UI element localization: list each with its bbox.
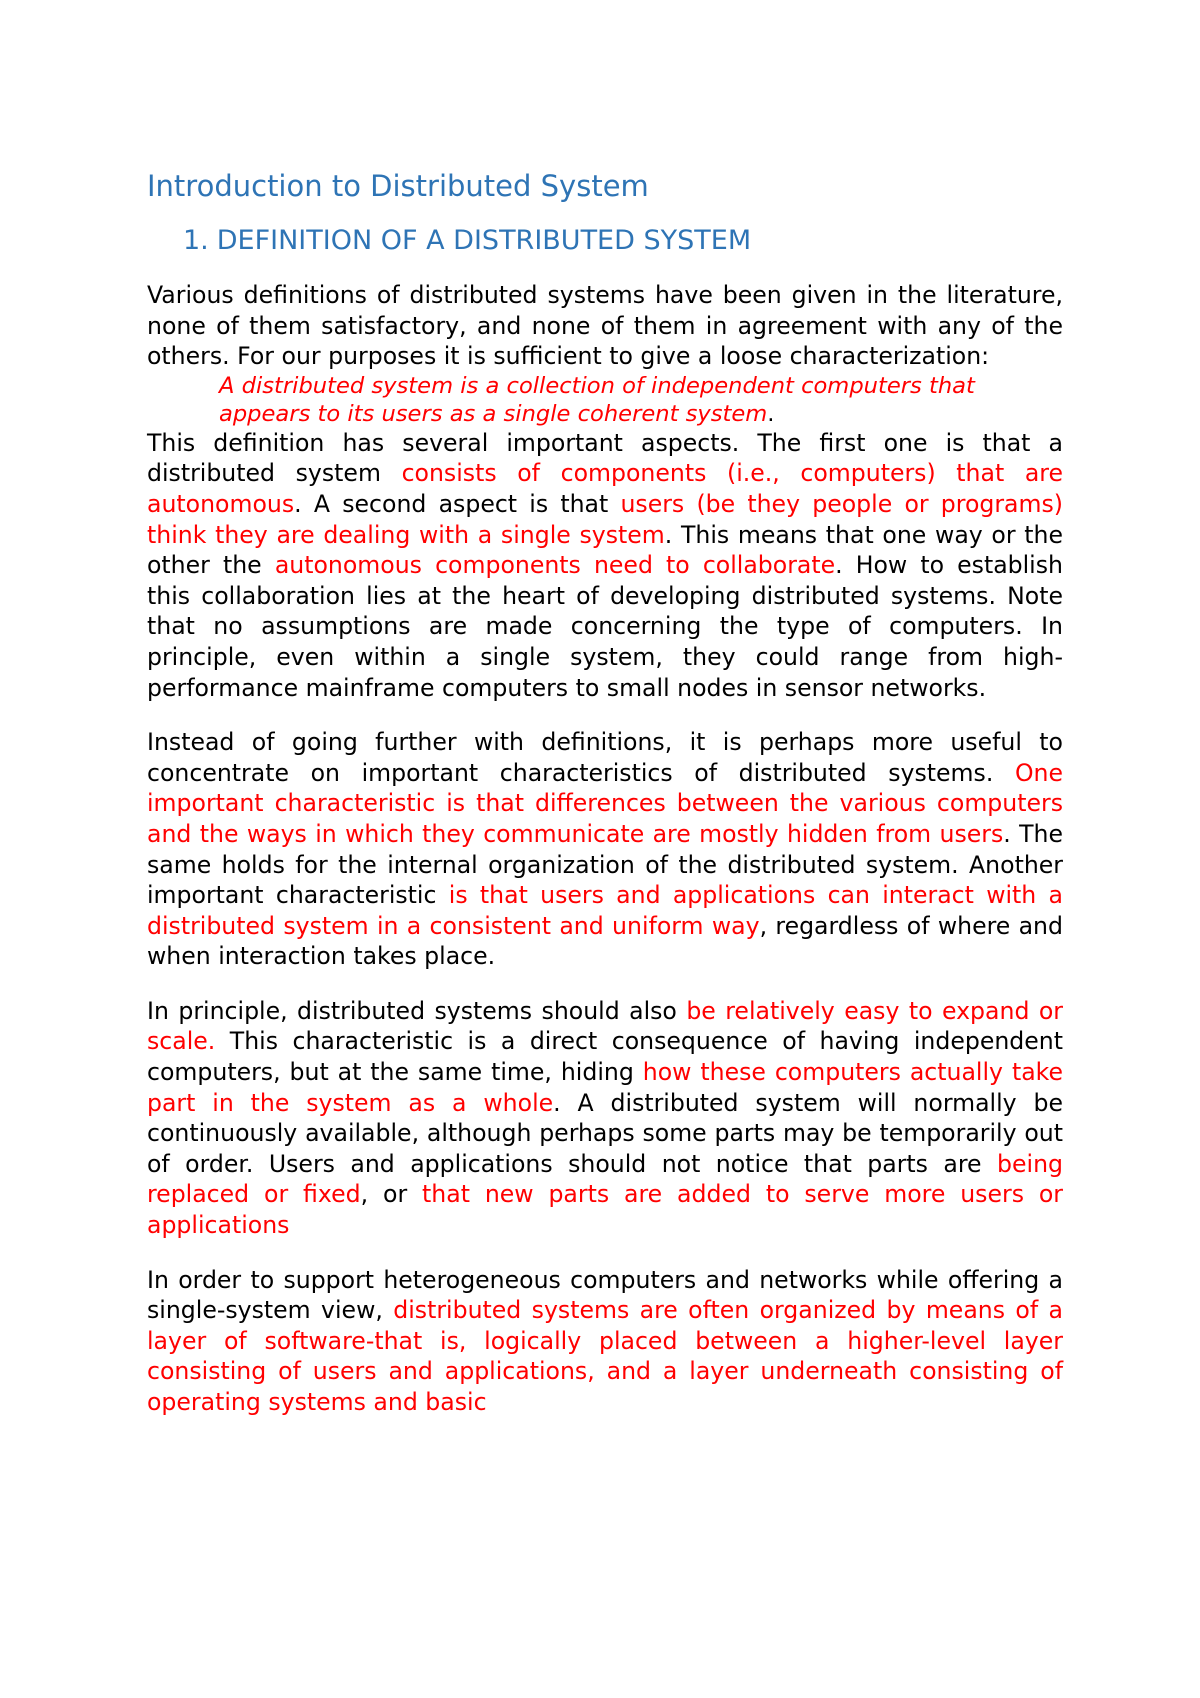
text-span: , or	[360, 1180, 423, 1209]
intro-text: Various definitions of distributed systems have been given in the literature, none of them satisfactory, and none of them in agreement with any of the others. For our purposes it is sufficient to give a loose characterization:	[147, 281, 1063, 371]
paragraph-characteristics	[147, 727, 1063, 972]
highlight-span: distributed systems are often organized by means of a layer of software-that is, logically placed between a higher-level layer consisting of users and applications, and a layer underneath consisting of operating systems and basic	[147, 1296, 1063, 1416]
text-span: . This means that one way or the other the	[147, 520, 1063, 580]
highlight-span: users (be they people or programs) think they are dealing with a single system	[147, 489, 1063, 549]
paragraph-scalability	[147, 996, 1063, 1241]
text-span: , regardless of where and when interaction takes place.	[147, 911, 1063, 971]
text-span: This characteristic is a direct consequence of having independent computers, but at the same time, hiding	[147, 1027, 1063, 1087]
section-title: DEFINITION OF A DISTRIBUTED SYSTEM	[216, 225, 752, 256]
section-number: 1.	[183, 225, 209, 256]
highlight-span: One important characteristic is that differences between the various computers and the ways in which they communicate are mostly hidden from users	[147, 758, 1063, 848]
definition-quote	[219, 372, 1063, 428]
text-span: . How to establish this collaboration lies at the heart of developing distributed systems. Note that no assumptions are made concerning the type of computers. In principle, even within a single system, they could range from high-performance mainframe computers to small nodes in sensor networks.	[147, 551, 1063, 702]
text-span: In principle, distributed systems should also	[147, 996, 687, 1025]
text-span: . A second aspect is that	[294, 489, 621, 518]
paragraph-aspects	[147, 428, 1063, 703]
document-title: Introduction to Distributed System	[147, 169, 649, 203]
paragraph-intro	[147, 280, 1063, 372]
text-span: Instead of going further with definitions, it is perhaps more useful to concentrate on important characteristics of distributed systems.	[147, 728, 1063, 787]
quote-text: A distributed system is a collection of independent computers that appears to its users as a single coherent system	[219, 372, 975, 427]
highlight-span: is that users and applications can interact with a distributed system in a consistent and uniform way	[147, 881, 1063, 940]
text-span: In order to support heterogeneous computers and networks while offering a single-system view,	[147, 1265, 1063, 1325]
highlight-span: how these computers actually take part in the system as a whole	[147, 1058, 1063, 1117]
text-span: . A distributed system will normally be continuously available, although perhaps some parts may be temporarily out of order. Users and applications should not notice that parts are	[147, 1088, 1063, 1178]
highlight-span: be relatively easy to expand or scale.	[147, 996, 1063, 1056]
highlight-span: being replaced or fixed	[147, 1149, 1063, 1209]
text-span: . The same holds for the internal organization of the distributed system. Another important characteristic	[147, 819, 1063, 910]
section-heading	[183, 224, 1063, 258]
highlight-span: consists of components (i.e., computers) that are autonomous	[147, 459, 1063, 518]
highlight-span: autonomous components need to collaborate	[274, 551, 836, 580]
text-span: This definition has several important aspects. The first one is that a distributed system	[147, 428, 1063, 488]
paragraph-middleware	[147, 1265, 1063, 1418]
highlight-span: that new parts are added to serve more users or applications	[147, 1180, 1063, 1240]
quote-end: .	[767, 400, 775, 427]
